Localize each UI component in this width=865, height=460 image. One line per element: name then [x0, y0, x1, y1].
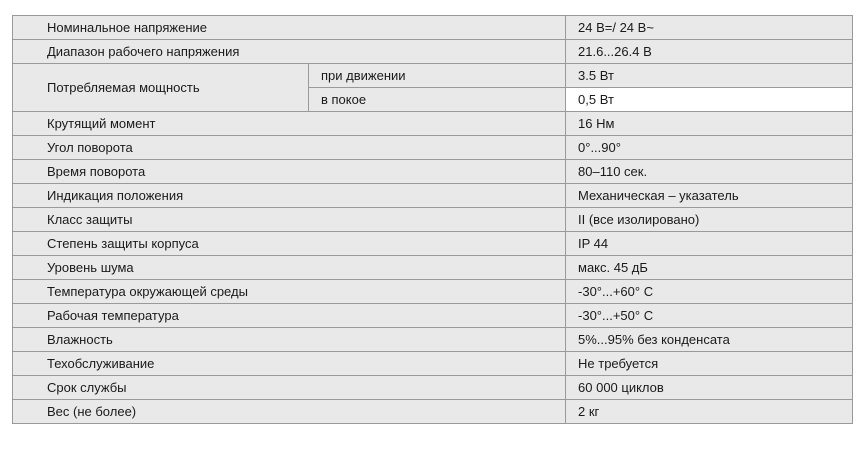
- table-row: [13, 160, 853, 184]
- table-row: [13, 328, 853, 352]
- param-cell: Индикация положения: [13, 184, 566, 208]
- param-cell: Крутящий момент: [13, 112, 566, 136]
- param-cell: Степень защиты корпуса: [13, 232, 566, 256]
- value-cell: 3.5 Вт: [566, 64, 853, 88]
- value-cell: IP 44: [566, 232, 853, 256]
- table-row: [13, 16, 853, 40]
- specifications-table: [12, 15, 853, 424]
- param-cell: Класс защиты: [13, 208, 566, 232]
- param-cell: Уровень шума: [13, 256, 566, 280]
- table-row: [13, 352, 853, 376]
- param-cell: Вес (не более): [13, 400, 566, 424]
- param-cell: Диапазон рабочего напряжения: [13, 40, 566, 64]
- value-cell: -30°...+50° С: [566, 304, 853, 328]
- value-cell: 2 кг: [566, 400, 853, 424]
- value-cell: макс. 45 дБ: [566, 256, 853, 280]
- value-cell: 0,5 Вт: [566, 88, 853, 112]
- value-cell: 21.6...26.4 В: [566, 40, 853, 64]
- value-cell: 24 В=/ 24 В~: [566, 16, 853, 40]
- value-cell: Механическая – указатель: [566, 184, 853, 208]
- value-cell: Не требуется: [566, 352, 853, 376]
- value-cell: 80–110 сек.: [566, 160, 853, 184]
- value-cell: 60 000 циклов: [566, 376, 853, 400]
- table-row: [13, 208, 853, 232]
- table-row: [13, 400, 853, 424]
- table-row: [13, 112, 853, 136]
- subparam-cell: в покое: [309, 88, 566, 112]
- table-row: [13, 232, 853, 256]
- param-cell: Техобслуживание: [13, 352, 566, 376]
- table-row: [13, 64, 853, 88]
- value-cell: 0°...90°: [566, 136, 853, 160]
- param-cell: Рабочая температура: [13, 304, 566, 328]
- param-cell: Время поворота: [13, 160, 566, 184]
- param-cell: Угол поворота: [13, 136, 566, 160]
- value-cell: II (все изолировано): [566, 208, 853, 232]
- param-cell: Срок службы: [13, 376, 566, 400]
- value-cell: -30°...+60° С: [566, 280, 853, 304]
- table-row: [13, 184, 853, 208]
- value-cell: 16 Нм: [566, 112, 853, 136]
- table-row: [13, 40, 853, 64]
- table-row: [13, 256, 853, 280]
- table-row: [13, 280, 853, 304]
- param-cell: Потребляемая мощность: [13, 64, 309, 112]
- table-row: [13, 136, 853, 160]
- table-row: [13, 304, 853, 328]
- value-cell: 5%...95% без конденсата: [566, 328, 853, 352]
- param-cell: Влажность: [13, 328, 566, 352]
- param-cell: Температура окружающей среды: [13, 280, 566, 304]
- table-row: [13, 376, 853, 400]
- subparam-cell: при движении: [309, 64, 566, 88]
- param-cell: Номинальное напряжение: [13, 16, 566, 40]
